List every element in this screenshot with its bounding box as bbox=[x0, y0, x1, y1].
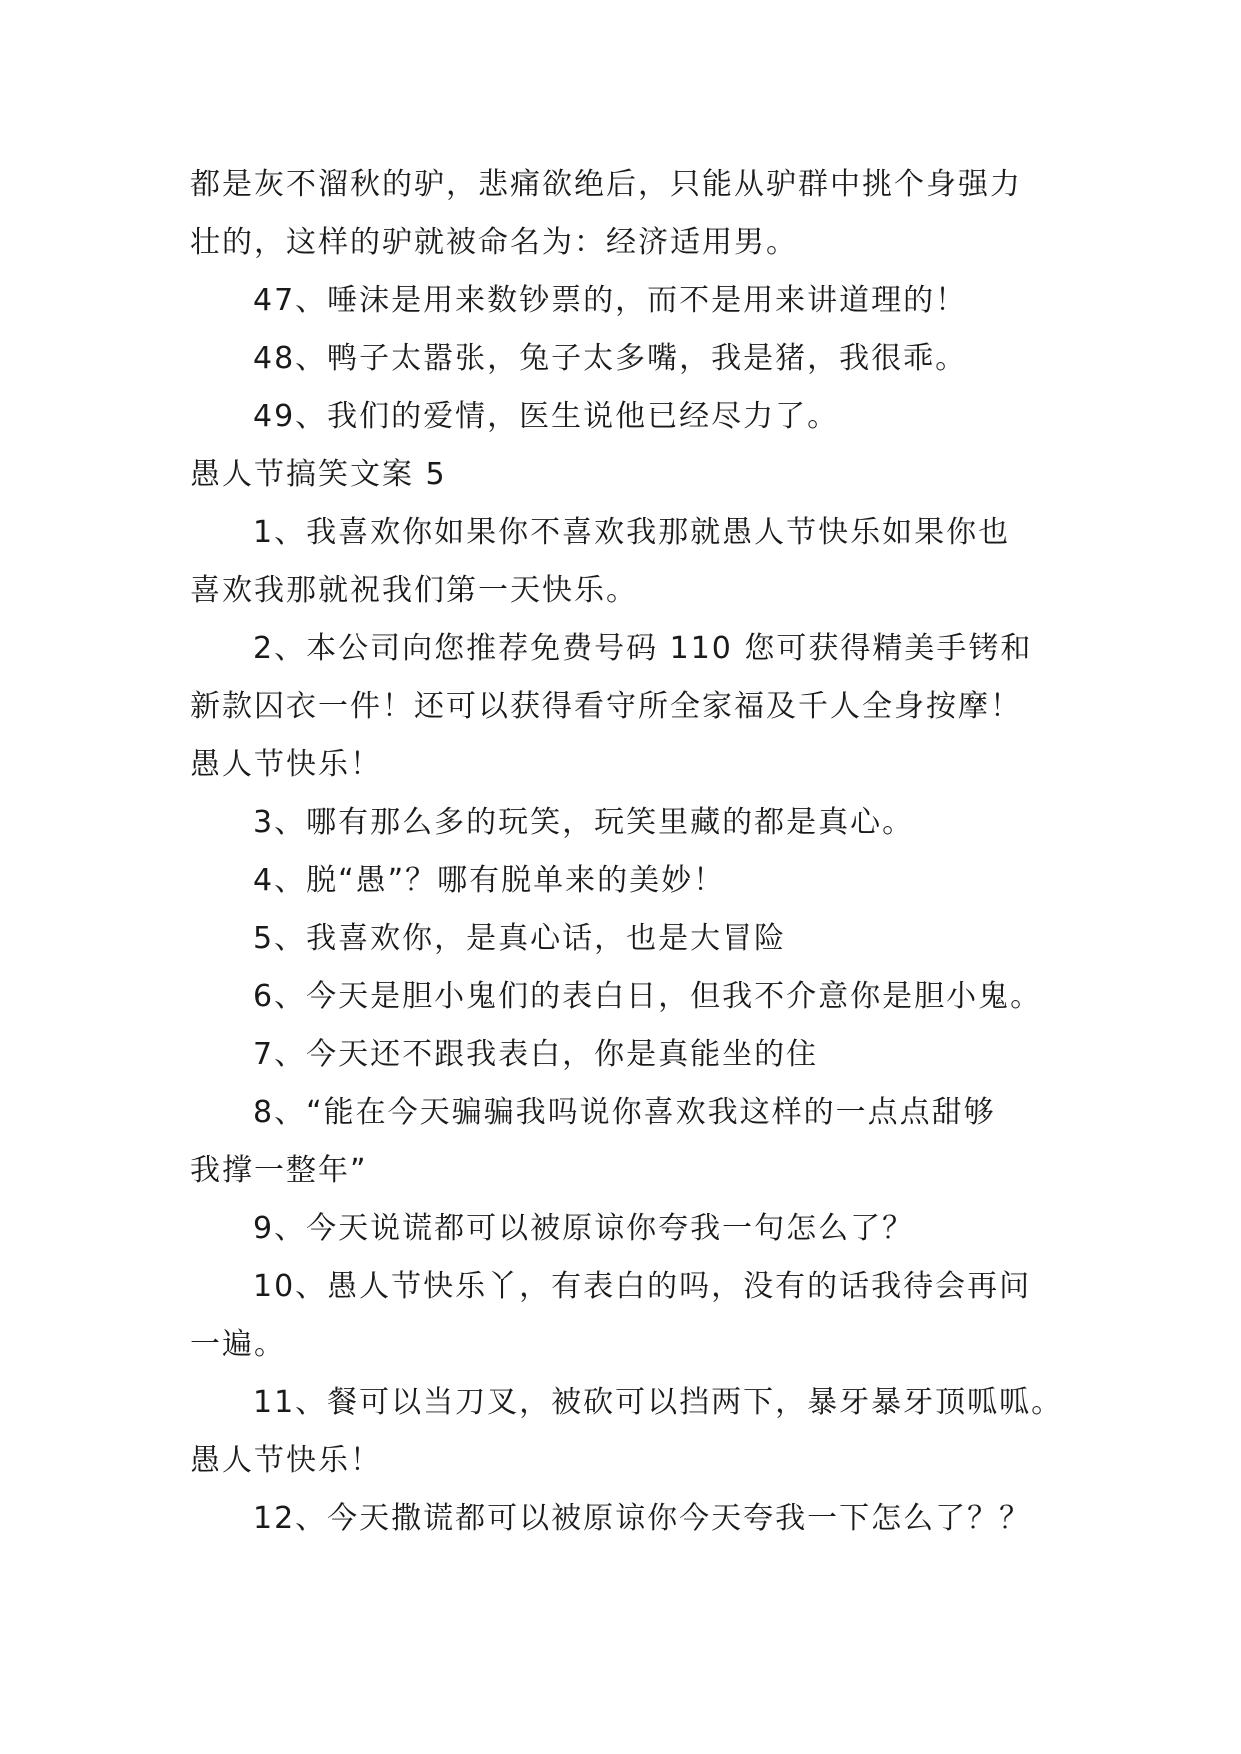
paragraph-line: 壮的，这样的驴就被命名为：经济适用男。 bbox=[190, 225, 798, 260]
list-item-48: 48、鸭子太嚣张，兔子太多嘴，我是猪，我很乖。 bbox=[253, 341, 968, 376]
paragraph-line: 都是灰不溜秋的驴，悲痛欲绝后，只能从驴群中挑个身强力 bbox=[190, 167, 1022, 202]
list-item-10: 10、愚人节快乐丫，有表白的吗，没有的话我待会再问 bbox=[253, 1269, 1032, 1304]
list-item-47: 47、唾沫是用来数钞票的，而不是用来讲道理的！ bbox=[253, 283, 968, 318]
list-item-6: 6、今天是胆小鬼们的表白日，但我不介意你是胆小鬼。 bbox=[253, 979, 1043, 1014]
list-item-49: 49、我们的爱情，医生说他已经尽力了。 bbox=[253, 399, 840, 434]
list-item-1: 1、我喜欢你如果你不喜欢我那就愚人节快乐如果你也 bbox=[253, 515, 1011, 550]
paragraph-line: 愚人节快乐！ bbox=[190, 1443, 382, 1478]
list-item-8: 8、“能在今天骗骗我吗说你喜欢我这样的一点点甜够 bbox=[253, 1095, 996, 1130]
list-item-9: 9、今天说谎都可以被原谅你夸我一句怎么了？ bbox=[253, 1211, 915, 1246]
section-heading: 愚人节搞笑文案 5 bbox=[190, 457, 447, 492]
list-item-4: 4、脱“愚”？哪有脱单来的美妙！ bbox=[253, 863, 726, 898]
paragraph-line: 喜欢我那就祝我们第一天快乐。 bbox=[190, 573, 638, 608]
paragraph-line: 愚人节快乐！ bbox=[190, 747, 382, 782]
list-item-3: 3、哪有那么多的玩笑，玩笑里藏的都是真心。 bbox=[253, 805, 915, 840]
list-item-7: 7、今天还不跟我表白，你是真能坐的住 bbox=[253, 1037, 819, 1072]
list-item-5: 5、我喜欢你，是真心话，也是大冒险 bbox=[253, 921, 787, 956]
list-item-11: 11、餐可以当刀叉，被砍可以挡两下，暴牙暴牙顶呱呱。 bbox=[253, 1385, 1064, 1420]
paragraph-line: 一遍。 bbox=[190, 1327, 286, 1362]
paragraph-line: 我撑一整年” bbox=[190, 1153, 368, 1188]
list-item-2: 2、本公司向您推荐免费号码 110 您可获得精美手铐和 bbox=[253, 631, 1033, 666]
paragraph-line: 新款囚衣一件！还可以获得看守所全家福及千人全身按摩！ bbox=[190, 689, 1022, 724]
list-item-12: 12、今天撒谎都可以被原谅你今天夸我一下怎么了？？ bbox=[253, 1501, 1032, 1536]
